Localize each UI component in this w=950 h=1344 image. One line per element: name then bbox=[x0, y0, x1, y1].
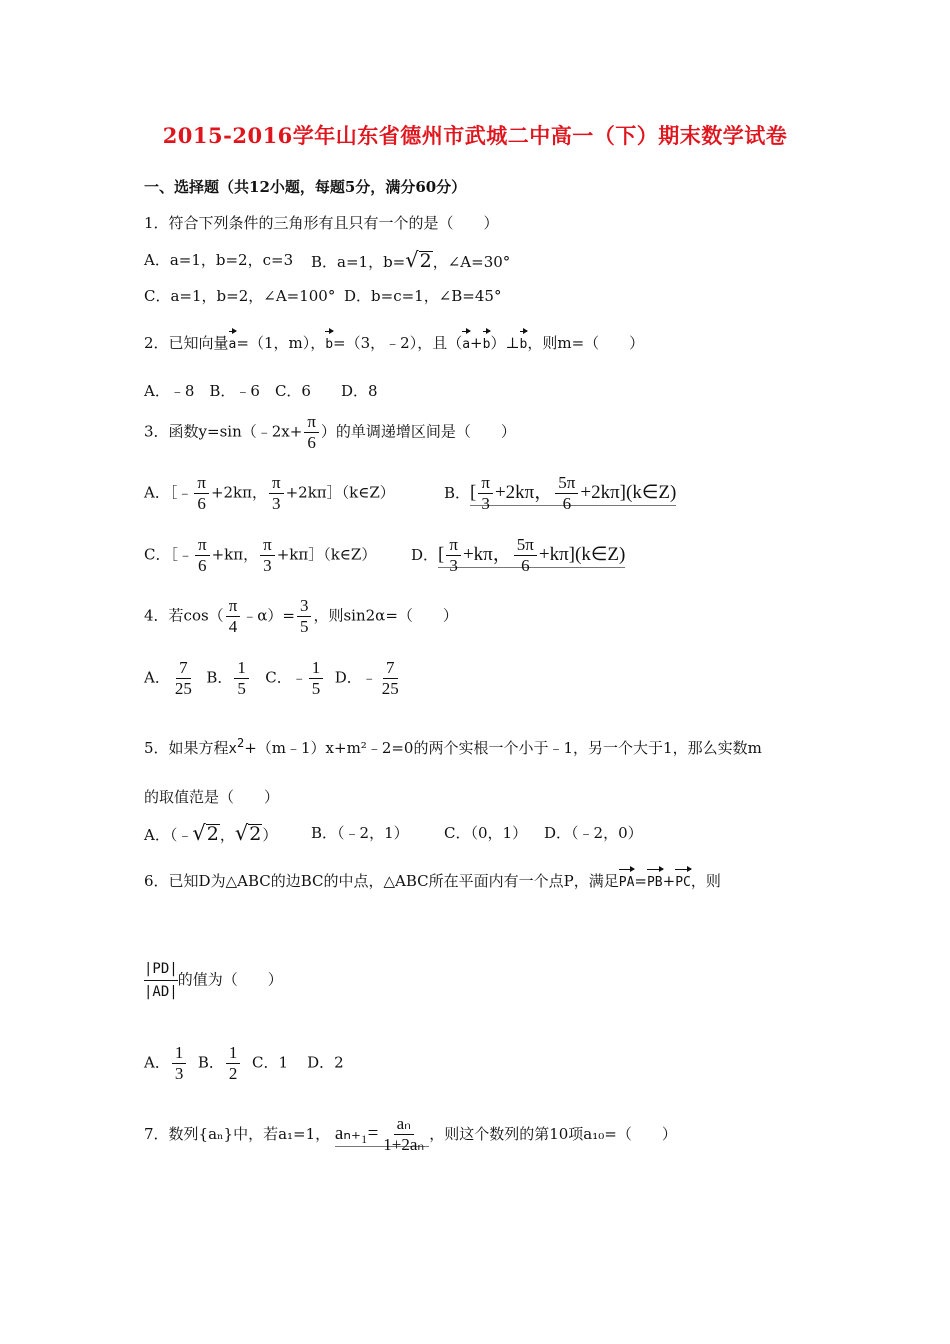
fraction: $\frac{1}{5}$ bbox=[309, 658, 324, 699]
section-heading: 一、选择题（共12小题，每题5分，满分60分） bbox=[144, 178, 467, 196]
fraction: $\frac{\pi}{3}$ bbox=[446, 535, 461, 576]
question-6-options: A． $\frac{1}{3}$ B． $\frac{1}{2}$ C．1 D．2 bbox=[144, 1043, 344, 1083]
question-3-option-c: C．［﹣ $\frac{\pi}{6}$ +kπ， $\frac{\pi}{3}$ +kπ］（k∈Z） bbox=[144, 535, 377, 575]
vector-ratio-fraction: $\frac{|PD|}{|AD|}$ bbox=[144, 958, 178, 1003]
fraction: $\frac{5\pi}{6}$ bbox=[555, 473, 578, 514]
question-1-option-c: C．a=1，b=2，∠A=100° bbox=[144, 287, 336, 305]
question-4-stem: 4．若cos（ $\frac{\pi}{4}$ ﹣α）= $\frac{3}{5}$ ，则sin2α=（ ） bbox=[144, 596, 458, 636]
question-1-option-b: B．a=1，b=√2，∠A=30° bbox=[311, 248, 511, 272]
question-7-stem: 7．数列{aₙ}中，若a₁=1， aₙ₊₁= $\frac{\text{aₙ}}{\text{1+2aₙ}}$ ，则这个数列的第10项a₁₀=（ ） bbox=[144, 1114, 677, 1154]
question-6-stem: 6．已知D为△ABC的边BC的中点，△ABC所在平面内有一个点P，满足PA=PB+PC，则 bbox=[144, 871, 721, 893]
vector-b: b bbox=[483, 335, 491, 355]
question-5-option-b: B．（﹣2，1） bbox=[311, 824, 409, 842]
question-3-option-d: D．[ $\frac{\pi}{3}$ +kπ， $\frac{5\pi}{6}$ +kπ](k∈Z) bbox=[411, 535, 626, 575]
fraction: $\frac{\pi}{6}$ bbox=[194, 473, 209, 514]
vector-pb: PB bbox=[647, 873, 663, 893]
question-5-option-c: C．（0，1） bbox=[444, 824, 528, 842]
question-1-option-a: A．a=1，b=2，c=3 bbox=[144, 251, 294, 269]
question-2-stem: 2．已知向量a=（1，m），b=（3，﹣2），且（a+b）⊥b，则m=（ ） bbox=[144, 333, 644, 355]
question-1-option-d: D．b=c=1，∠B=45° bbox=[344, 287, 502, 305]
recurrence-formula: aₙ₊₁= $\frac{\text{aₙ}}{\text{1+2aₙ}}$ bbox=[335, 1123, 429, 1147]
fraction: $\frac{\pi}{6}$ bbox=[195, 535, 210, 576]
fraction: $\frac{1}{3}$ bbox=[172, 1043, 187, 1084]
vector-b: b bbox=[520, 335, 528, 355]
question-5-stem: 5．如果方程$x^2+(m﹣1)x+m^2﹣2=0$的两个实根一个小于﹣1，另一个大于1，那么实数m bbox=[144, 736, 762, 757]
question-5-stem-line2: 的取值范是（ ） bbox=[144, 788, 280, 806]
fraction: $\frac{\text{aₙ}}{\text{1+2aₙ}}$ bbox=[383, 1114, 425, 1154]
question-6-ratio: $\frac{|PD|}{|AD|}$ 的值为（ ） bbox=[144, 958, 283, 1003]
question-1-stem: 1．符合下列条件的三角形有且只有一个的是（ ） bbox=[144, 214, 499, 232]
fraction: $\frac{\pi}{4}$ bbox=[226, 596, 241, 637]
question-5-option-a: A．（﹣√2，√2） bbox=[144, 821, 278, 845]
fraction: $\frac{1}{2}$ bbox=[226, 1043, 241, 1084]
question-4-options: A． $\frac{7}{25}$ B． $\frac{1}{5}$ C．﹣ $\frac{1}{5}$ D．﹣ $\frac{7}{25}$ bbox=[144, 658, 404, 699]
question-2-options: A．﹣8 B．﹣6 C．6 D．8 bbox=[144, 382, 378, 400]
formula-image: [ $\frac{\pi}{3}$ +2kπ， $\frac{5\pi}{6}$ +2kπ](k∈Z) bbox=[470, 473, 677, 513]
fraction: $\frac{\pi}{6}$ bbox=[304, 412, 319, 453]
question-3-stem: 3．函数y=sin（﹣2x+ $\frac{\pi}{6}$ ）的单调递增区间是（ ） bbox=[144, 412, 516, 452]
fraction: $\frac{\pi}{3}$ bbox=[478, 473, 493, 514]
fraction: $\frac{\pi}{3}$ bbox=[269, 473, 284, 514]
vector-a: a bbox=[462, 335, 470, 355]
fraction: $\frac{7}{25}$ bbox=[174, 658, 192, 698]
vector-pa: PA bbox=[619, 873, 635, 893]
page-title: 2015-2016学年山东省德州市武城二中高一（下）期末数学试卷 bbox=[162, 123, 788, 148]
sqrt-expression: 2 bbox=[419, 250, 432, 272]
fraction: $\frac{7}{25}$ bbox=[381, 658, 399, 698]
question-3-option-a: A．［﹣ $\frac{\pi}{6}$ +2kπ， $\frac{\pi}{3}$ +2kπ］（k∈Z） bbox=[144, 473, 395, 513]
vector-a: a bbox=[229, 335, 237, 355]
vector-b: b bbox=[325, 335, 333, 355]
question-5-option-d: D．（﹣2，0） bbox=[544, 824, 643, 842]
vector-pc: PC bbox=[675, 873, 691, 893]
question-3-option-b: B．[ $\frac{\pi}{3}$ +2kπ， $\frac{5\pi}{6}$ +2kπ](k∈Z) bbox=[444, 473, 677, 513]
fraction: $\frac{3}{5}$ bbox=[297, 596, 312, 637]
fraction: $\frac{5\pi}{6}$ bbox=[514, 535, 537, 576]
fraction: $\frac{1}{5}$ bbox=[234, 658, 249, 699]
fraction: $\frac{\pi}{3}$ bbox=[260, 535, 275, 576]
formula-image: [ $\frac{\pi}{3}$ +kπ， $\frac{5\pi}{6}$ +kπ](k∈Z) bbox=[438, 535, 626, 575]
